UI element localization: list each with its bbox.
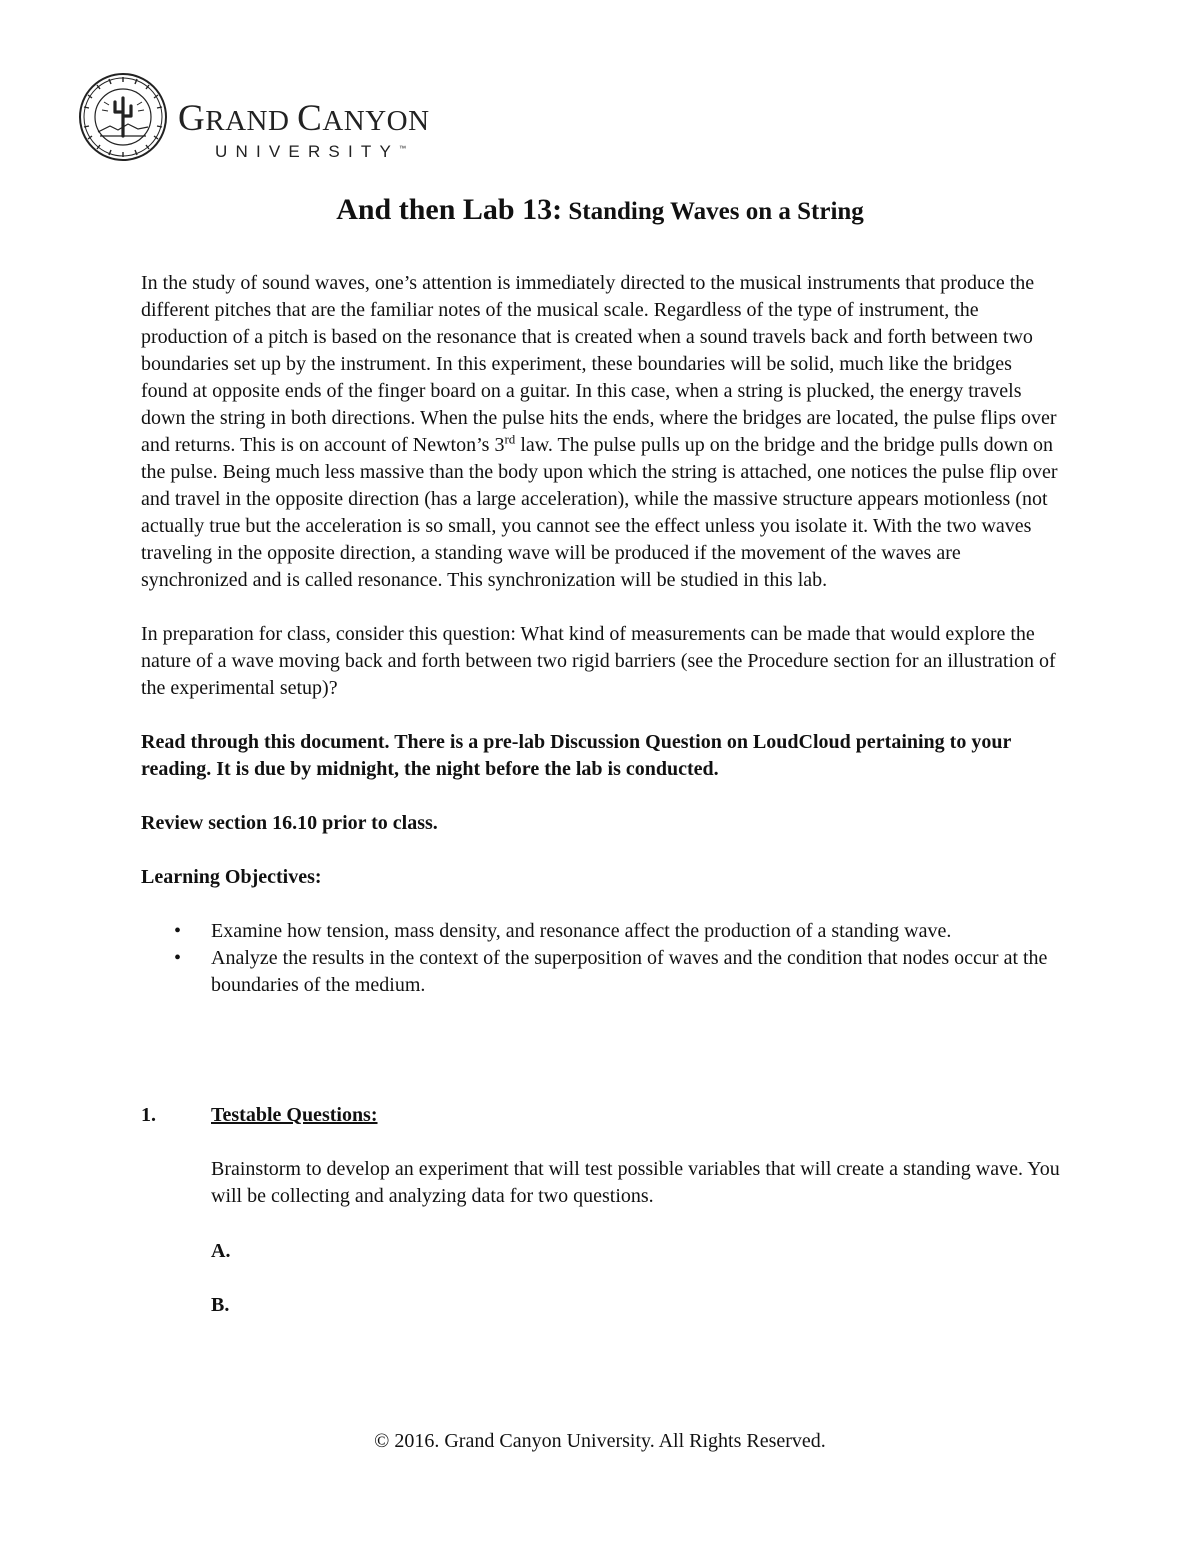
copyright-footer: © 2016. Grand Canyon University. All Rights Reserved. <box>374 1430 826 1452</box>
university-logo <box>78 72 498 162</box>
section-body: Brainstorm to develop an experiment that will test possible variables that will create a standing wave. You will be collecting and analyzing data for two questions. <box>211 1158 1060 1207</box>
preparation-paragraph: In preparation for class, consider this question: What kind of measurements can be made that would explore the nature of a wave moving back and forth between two rigid barriers (see the Procedure section for an illustration of the experimental setup)? <box>141 623 1056 699</box>
learning-objectives-heading: Learning Objectives: <box>141 866 322 888</box>
section-number: 1. <box>141 1104 156 1126</box>
document-body <box>141 270 1061 999</box>
question-a-label: A. <box>211 1240 231 1262</box>
list-item <box>141 918 1061 945</box>
intro-text-part2: law. The pulse pulls up on the bridge and the bridge pulls down on the pulse. Being much less massive than the body upon which the string is attached, one notices the pulse flip over and travel in the opposite direction (has a large acceleration), while the massive structure appears motionless (not actually true but the acceleration is so small, you cannot see the effect unless you isolate it. With the two waves traveling in the opposite direction, a standing wave will be produced if the movement of the waves are synchronized and is called resonance. This synchronization will be studied in this lab. <box>141 434 1058 591</box>
review-paragraph: Review section 16.10 prior to class. <box>141 812 438 834</box>
university-seal-icon <box>78 72 168 162</box>
objective-text: Examine how tension, mass density, and resonance affect the production of a standing wave. <box>211 920 952 942</box>
wordmark-university-subtitle: UNIVERSITY™ <box>215 142 407 161</box>
intro-text-part1: In the study of sound waves, one’s attention is immediately directed to the musical instruments that produce the different pitches that are the familiar notes of the musical scale. Regardless of the type of instrument, the production of a pitch is based on the resonance that is created when a sound travels back and forth between two boundaries set up by the instrument. In this experiment, these boundaries will be solid, much like the bridges found at opposite ends of the finger board on a guitar. In this case, when a string is plucked, the energy travels down the string in both directions. When the pulse hits the ends, where the bridges are located, the pulse flips over and returns. This is on account of Newton’s 3 <box>141 272 1057 456</box>
question-b-label: B. <box>211 1294 230 1316</box>
title-sub: Standing Waves on a String <box>562 198 864 225</box>
intro-paragraph <box>141 270 1061 594</box>
bullet-icon: • <box>174 920 182 942</box>
title-main: And then Lab 13: <box>336 193 563 226</box>
bullet-icon: • <box>174 947 182 969</box>
intro-superscript: rd <box>504 431 516 447</box>
wordmark-university-name: GRAND CANYON <box>178 98 430 139</box>
read-notice-paragraph: Read through this document. There is a pre-lab Discussion Question on LoudCloud pertaining to your reading. It is due by midnight, the night before the lab is conducted. <box>141 731 1011 780</box>
learning-objectives-list <box>141 918 1061 999</box>
page-title <box>0 193 1200 227</box>
list-item <box>141 945 1061 999</box>
objective-text: Analyze the results in the context of the superposition of waves and the condition that nodes occur at the boundaries of the medium. <box>211 947 1048 996</box>
section-heading: Testable Questions: <box>211 1104 378 1126</box>
